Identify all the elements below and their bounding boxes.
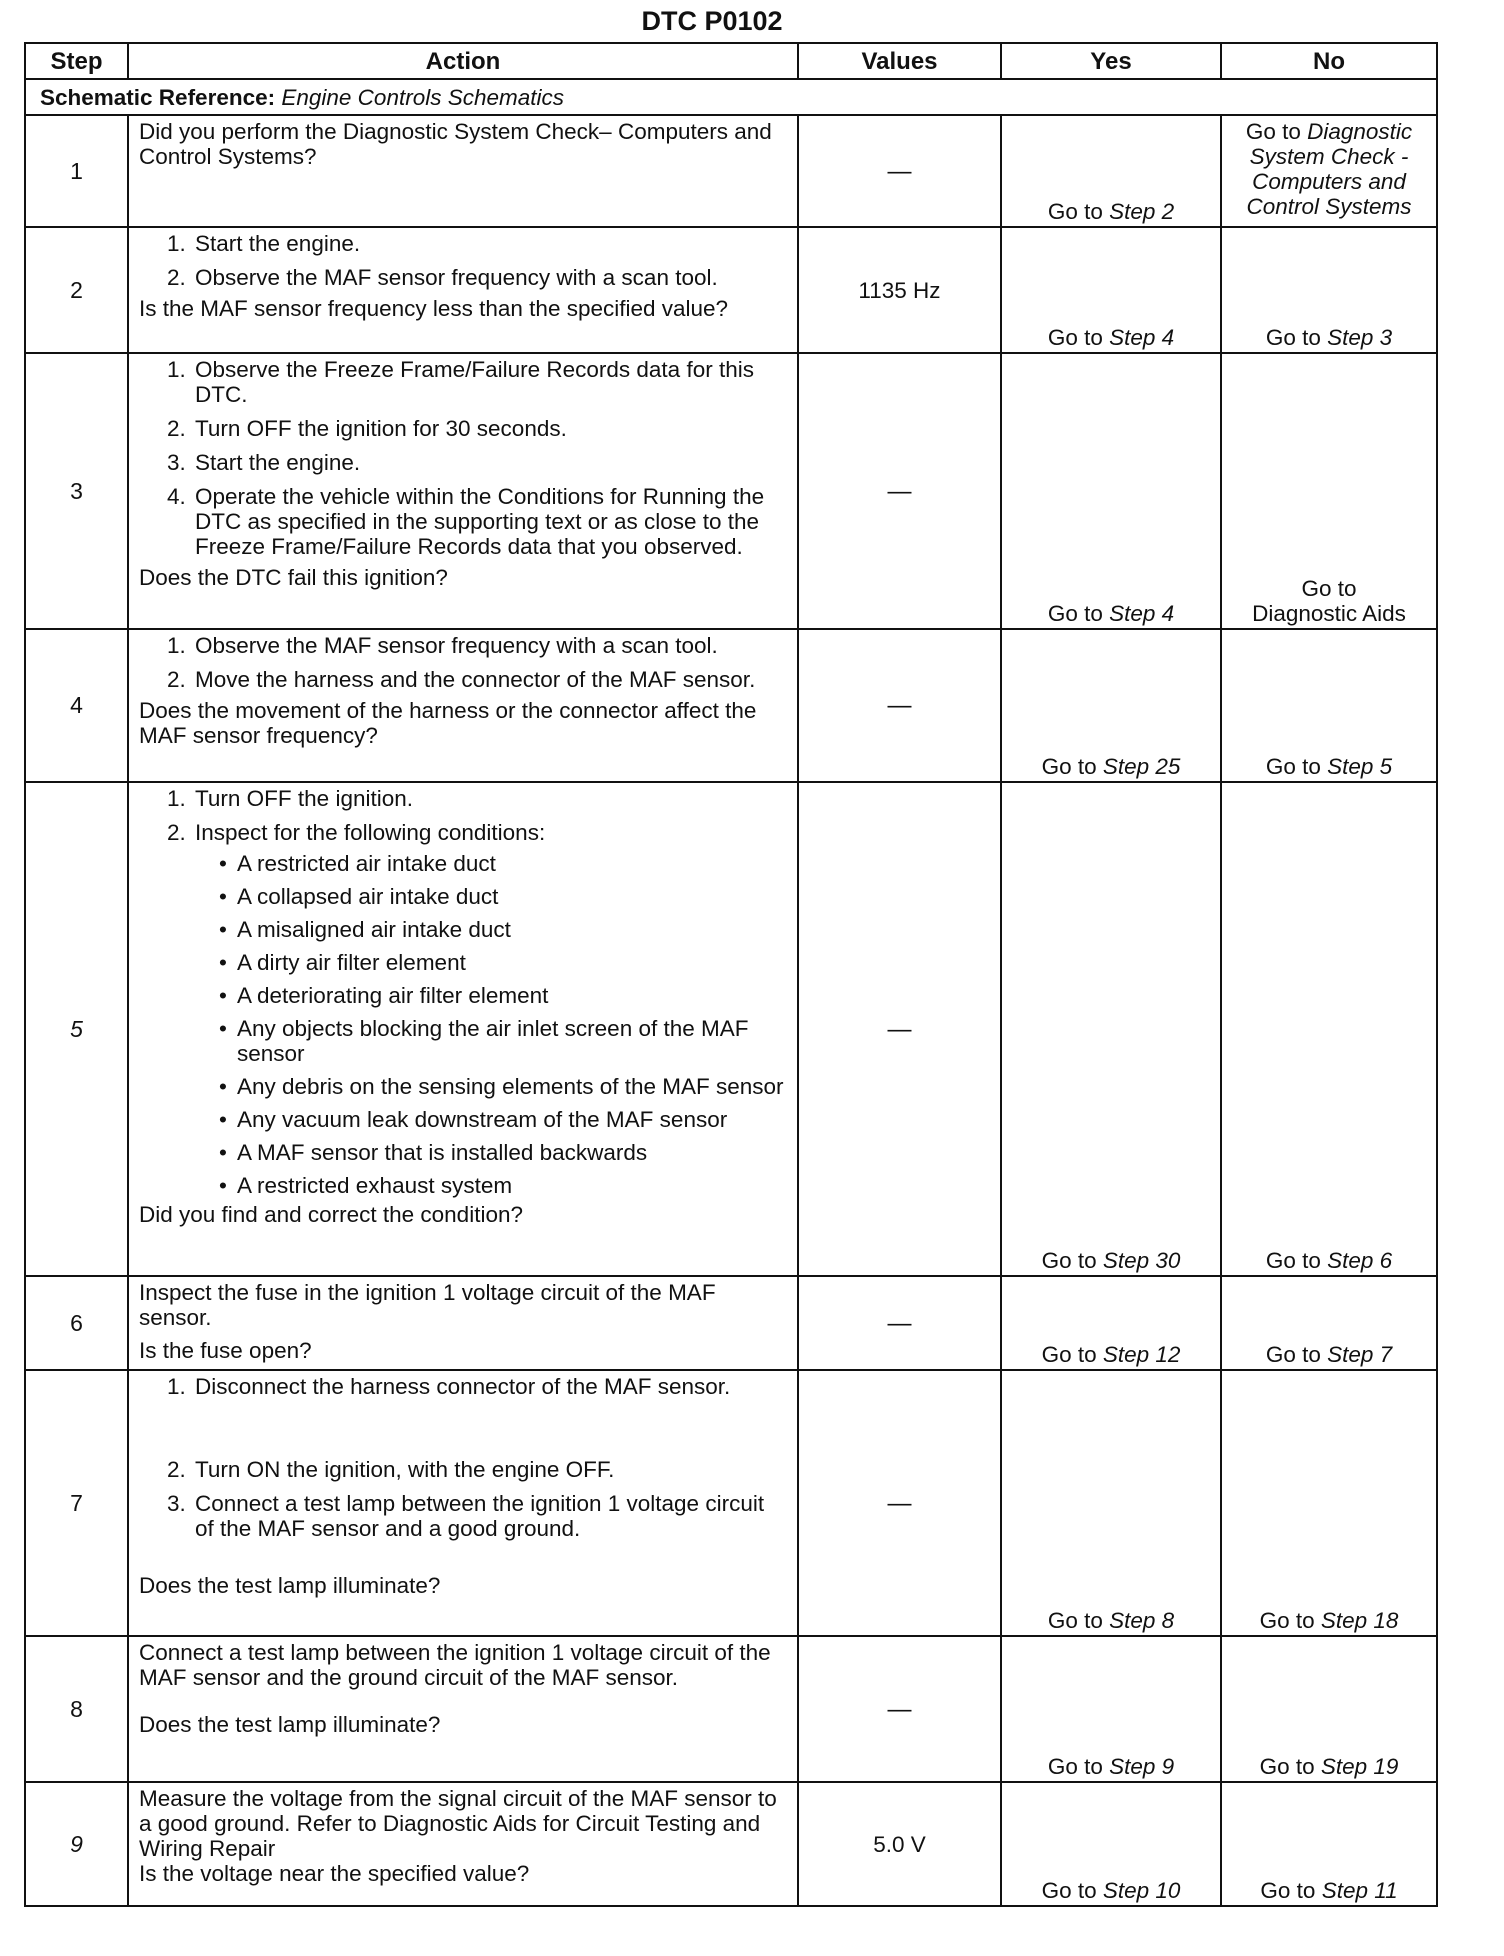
condition-text: Any debris on the sensing elements of the MAF sensor xyxy=(237,1074,784,1099)
action-step: 1. Turn OFF the ignition. xyxy=(167,786,414,811)
action-step-text: Inspect for the following conditions: xyxy=(195,820,546,845)
step-number: 6 xyxy=(25,1276,128,1370)
goto-label: Go to xyxy=(1259,1608,1315,1633)
action-step-text: Observe the Freeze Frame/Failure Records data for this DTC. xyxy=(195,357,754,407)
table-row xyxy=(25,1370,1437,1636)
value-cell xyxy=(798,1370,1001,1636)
table-row xyxy=(25,227,1437,353)
table-row xyxy=(25,1782,1437,1906)
goto-label: Go to xyxy=(1047,199,1103,224)
no-target: Step 7 xyxy=(1327,1342,1393,1367)
goto-label: Go to xyxy=(1265,1248,1321,1273)
action-text: Connect a test lamp between the ignition 1 voltage circuit of the MAF sensor and the ground circuit of the MAF sensor. xyxy=(139,1640,771,1690)
condition-item: • A deteriorating air filter element xyxy=(219,983,549,1008)
goto-label: Go to xyxy=(1041,754,1097,779)
condition-text: A dirty air filter element xyxy=(237,950,466,975)
yes-cell xyxy=(1001,629,1221,782)
action-step-text: Operate the vehicle within the Conditions for Running the DTC as specified in the supporting text or as close to the Freeze Frame/Failure Records data that you observed. xyxy=(195,484,765,559)
action-cell xyxy=(128,227,798,353)
action-step-text: Start the engine. xyxy=(195,450,361,475)
goto-label: Go to xyxy=(1041,1878,1097,1903)
table-row xyxy=(25,782,1437,1276)
no-cell xyxy=(1221,1782,1437,1906)
yes-target: Step 10 xyxy=(1102,1878,1181,1903)
yes-cell xyxy=(1001,1276,1221,1370)
goto-label: Go to xyxy=(1260,1878,1316,1903)
no-cell xyxy=(1221,1370,1437,1636)
action-step: 2. Observe the MAF sensor frequency with a scan tool. xyxy=(167,265,718,290)
yes-cell xyxy=(1001,1370,1221,1636)
step-number: 2 xyxy=(25,227,128,353)
goto-label: Go to xyxy=(1259,1754,1315,1779)
step-number: 8 xyxy=(25,1636,128,1782)
header-no: No xyxy=(1221,43,1437,79)
condition-text: A deteriorating air filter element xyxy=(237,983,549,1008)
diagnostic-table xyxy=(24,42,1438,1907)
yes-cell xyxy=(1001,1782,1221,1906)
action-question: Did you perform the Diagnostic System Check– Computers and Control Systems? xyxy=(139,119,772,169)
goto-label: Go to xyxy=(1265,325,1321,350)
action-cell xyxy=(128,1782,798,1906)
action-cell xyxy=(128,353,798,629)
yes-target: Step 4 xyxy=(1109,601,1175,626)
goto-label: Go to xyxy=(1245,119,1301,144)
value-cell xyxy=(798,1276,1001,1370)
condition-text: Any objects blocking the air inlet screen of the MAF sensor xyxy=(237,1016,749,1066)
value-text: — xyxy=(887,1489,912,1517)
condition-item: • A restricted exhaust system xyxy=(219,1173,513,1198)
header-row xyxy=(25,43,1437,79)
yes-cell xyxy=(1001,115,1221,227)
action-steps xyxy=(139,633,787,692)
action-step: 2. Move the harness and the connector of the MAF sensor. xyxy=(167,667,756,692)
schematic-row xyxy=(25,79,1437,115)
action-text: Inspect the fuse in the ignition 1 voltage circuit of the MAF sensor. xyxy=(139,1280,716,1330)
condition-list xyxy=(195,851,787,1198)
yes-cell xyxy=(1001,227,1221,353)
action-question: Does the test lamp illuminate? xyxy=(139,1712,441,1737)
no-cell xyxy=(1221,353,1437,629)
action-steps xyxy=(139,786,787,1198)
action-step: 3. Connect a test lamp between the ignition 1 voltage circuit of the MAF sensor and a good ground. xyxy=(167,1491,765,1541)
action-question: Is the MAF sensor frequency less than the specified value? xyxy=(139,296,729,321)
header-step: Step xyxy=(25,43,128,79)
value-text: — xyxy=(887,157,912,185)
action-question: Does the test lamp illuminate? xyxy=(139,1573,441,1598)
condition-text: A misaligned air intake duct xyxy=(237,917,511,942)
no-target: Step 3 xyxy=(1327,325,1393,350)
yes-target: Step 4 xyxy=(1109,325,1175,350)
goto-label: Go to xyxy=(1047,1754,1103,1779)
yes-cell xyxy=(1001,782,1221,1276)
action-question: Did you find and correct the condition? xyxy=(139,1202,523,1227)
page-title: DTC P0102 xyxy=(641,6,783,36)
action-steps xyxy=(139,357,787,559)
yes-target: Step 2 xyxy=(1109,199,1175,224)
action-question: Does the movement of the harness or the connector affect the MAF sensor frequency? xyxy=(139,698,757,748)
yes-cell xyxy=(1001,353,1221,629)
action-step-text: Disconnect the harness connector of the MAF sensor. xyxy=(195,1374,731,1399)
action-step-text: Turn OFF the ignition. xyxy=(195,786,414,811)
condition-text: A restricted exhaust system xyxy=(237,1173,513,1198)
goto-label: Go to xyxy=(1047,325,1103,350)
condition-item: • A restricted air intake duct xyxy=(219,851,496,876)
action-cell xyxy=(128,1636,798,1782)
table-row xyxy=(25,115,1437,227)
yes-target: Step 8 xyxy=(1109,1608,1175,1633)
action-step-text: Move the harness and the connector of the MAF sensor. xyxy=(195,667,756,692)
goto-label: Go to xyxy=(1265,1342,1321,1367)
action-text: Measure the voltage from the signal circuit of the MAF sensor to a good ground. Refer to Diagnostic Aids for Circuit Testing and Wiring Repair xyxy=(139,1786,777,1861)
table-row xyxy=(25,1276,1437,1370)
no-cell xyxy=(1221,115,1437,227)
action-step: 2. Turn ON the ignition, with the engine OFF. xyxy=(167,1457,615,1482)
step-number: 9 xyxy=(25,1782,128,1906)
action-cell xyxy=(128,782,798,1276)
condition-item: • A misaligned air intake duct xyxy=(219,917,511,942)
value-cell xyxy=(798,353,1001,629)
value-text: — xyxy=(887,477,912,505)
action-step: 1. Observe the Freeze Frame/Failure Records data for this DTC. xyxy=(167,357,754,407)
action-step-text: Observe the MAF sensor frequency with a scan tool. xyxy=(195,633,718,658)
table-row xyxy=(25,629,1437,782)
action-step: 2. Inspect for the following conditions: • A restricted air intake duct • A collapsed air intake duct • A misaligned air intake duct • A dirty air filter element • A deteriorating air filter element • Any objects blocking the air inlet screen of the MAF sensor • Any debris on the sensing elements of the MAF sensor • Any vacuum leak downstream of the MAF sensor • A MAF sensor that is installed backwards • A restricted exhaust system xyxy=(167,820,787,1198)
action-step: 4. Operate the vehicle within the Conditions for Running the DTC as specified in the supporting text or as close to the Freeze Frame/Failure Records data that you observed. xyxy=(167,484,765,559)
action-step: 1. Observe the MAF sensor frequency with a scan tool. xyxy=(167,633,718,658)
condition-item: • A MAF sensor that is installed backwards xyxy=(219,1140,648,1165)
header-yes: Yes xyxy=(1001,43,1221,79)
value-text: — xyxy=(887,1309,912,1337)
condition-item: • A dirty air filter element xyxy=(219,950,466,975)
step-number: 5 xyxy=(25,782,128,1276)
schematic-value: Engine Controls Schematics xyxy=(281,84,565,110)
value-text: — xyxy=(887,1695,912,1723)
no-target: Step 6 xyxy=(1327,1248,1393,1273)
condition-text: A restricted air intake duct xyxy=(237,851,496,876)
schematic-reference xyxy=(25,79,1437,115)
no-cell xyxy=(1221,1276,1437,1370)
action-step: 3. Start the engine. xyxy=(167,450,361,475)
no-target: Step 5 xyxy=(1327,754,1393,779)
value-cell xyxy=(798,629,1001,782)
action-step-text: Observe the MAF sensor frequency with a scan tool. xyxy=(195,265,718,290)
action-question: Does the DTC fail this ignition? xyxy=(139,565,448,590)
header-action: Action xyxy=(128,43,798,79)
step-number: 4 xyxy=(25,629,128,782)
action-step: 1. Start the engine. xyxy=(167,231,361,256)
action-cell xyxy=(128,629,798,782)
value-text: 1135 Hz xyxy=(858,277,941,303)
condition-item: • Any vacuum leak downstream of the MAF sensor xyxy=(219,1107,728,1132)
action-steps xyxy=(139,1374,787,1541)
value-text: — xyxy=(887,692,912,719)
action-step: 1. Disconnect the harness connector of the MAF sensor. xyxy=(167,1374,731,1399)
action-step: 2. Turn OFF the ignition for 30 seconds. xyxy=(167,416,567,441)
step-number: 7 xyxy=(25,1370,128,1636)
condition-text: A collapsed air intake duct xyxy=(237,884,499,909)
value-cell xyxy=(798,1782,1001,1906)
goto-label: Go to xyxy=(1265,754,1321,779)
condition-item: • A collapsed air intake duct xyxy=(219,884,499,909)
no-target: Step 18 xyxy=(1320,1608,1399,1633)
value-cell xyxy=(798,227,1001,353)
no-target: Step 11 xyxy=(1321,1878,1398,1903)
value-text: — xyxy=(887,1015,912,1043)
action-cell xyxy=(128,115,798,227)
no-cell xyxy=(1221,227,1437,353)
goto-label: Go to xyxy=(1301,576,1357,601)
condition-text: A MAF sensor that is installed backwards xyxy=(237,1140,648,1165)
action-steps xyxy=(139,231,787,290)
table-row xyxy=(25,353,1437,629)
yes-target: Step 9 xyxy=(1109,1754,1175,1779)
value-cell xyxy=(798,782,1001,1276)
value-cell xyxy=(798,115,1001,227)
action-step-text: Turn OFF the ignition for 30 seconds. xyxy=(195,416,567,441)
no-target: Diagnostic System Check - Computers and Control Systems xyxy=(1246,119,1413,219)
action-question: Is the fuse open? xyxy=(139,1338,312,1363)
yes-target: Step 30 xyxy=(1102,1248,1181,1273)
no-cell xyxy=(1221,782,1437,1276)
yes-cell xyxy=(1001,1636,1221,1782)
no-target: Step 19 xyxy=(1320,1754,1399,1779)
step-number: 3 xyxy=(25,353,128,629)
goto-label: Go to xyxy=(1047,601,1103,626)
action-cell xyxy=(128,1276,798,1370)
action-step-text: Turn ON the ignition, with the engine OFF. xyxy=(195,1457,615,1482)
table-row xyxy=(25,1636,1437,1782)
no-target: Diagnostic Aids xyxy=(1252,601,1406,626)
goto-label: Go to xyxy=(1041,1342,1097,1367)
action-step-text: Start the engine. xyxy=(195,231,361,256)
yes-target: Step 25 xyxy=(1102,754,1181,779)
condition-item: • Any objects blocking the air inlet screen of the MAF sensor xyxy=(219,1016,749,1066)
action-cell xyxy=(128,1370,798,1636)
goto-label: Go to xyxy=(1041,1248,1097,1273)
value-text: 5.0 V xyxy=(873,1831,926,1857)
no-cell xyxy=(1221,629,1437,782)
step-number: 1 xyxy=(25,115,128,227)
condition-item: • Any debris on the sensing elements of the MAF sensor xyxy=(219,1074,784,1099)
value-cell xyxy=(798,1636,1001,1782)
goto-label: Go to xyxy=(1047,1608,1103,1633)
schematic-label: Schematic Reference: xyxy=(40,84,276,110)
yes-target: Step 12 xyxy=(1102,1342,1181,1367)
header-values: Values xyxy=(798,43,1001,79)
no-cell xyxy=(1221,1636,1437,1782)
action-step-text: Connect a test lamp between the ignition 1 voltage circuit of the MAF sensor and a good ground. xyxy=(195,1491,765,1541)
condition-text: Any vacuum leak downstream of the MAF sensor xyxy=(237,1107,728,1132)
action-question: Is the voltage near the specified value? xyxy=(139,1861,530,1886)
